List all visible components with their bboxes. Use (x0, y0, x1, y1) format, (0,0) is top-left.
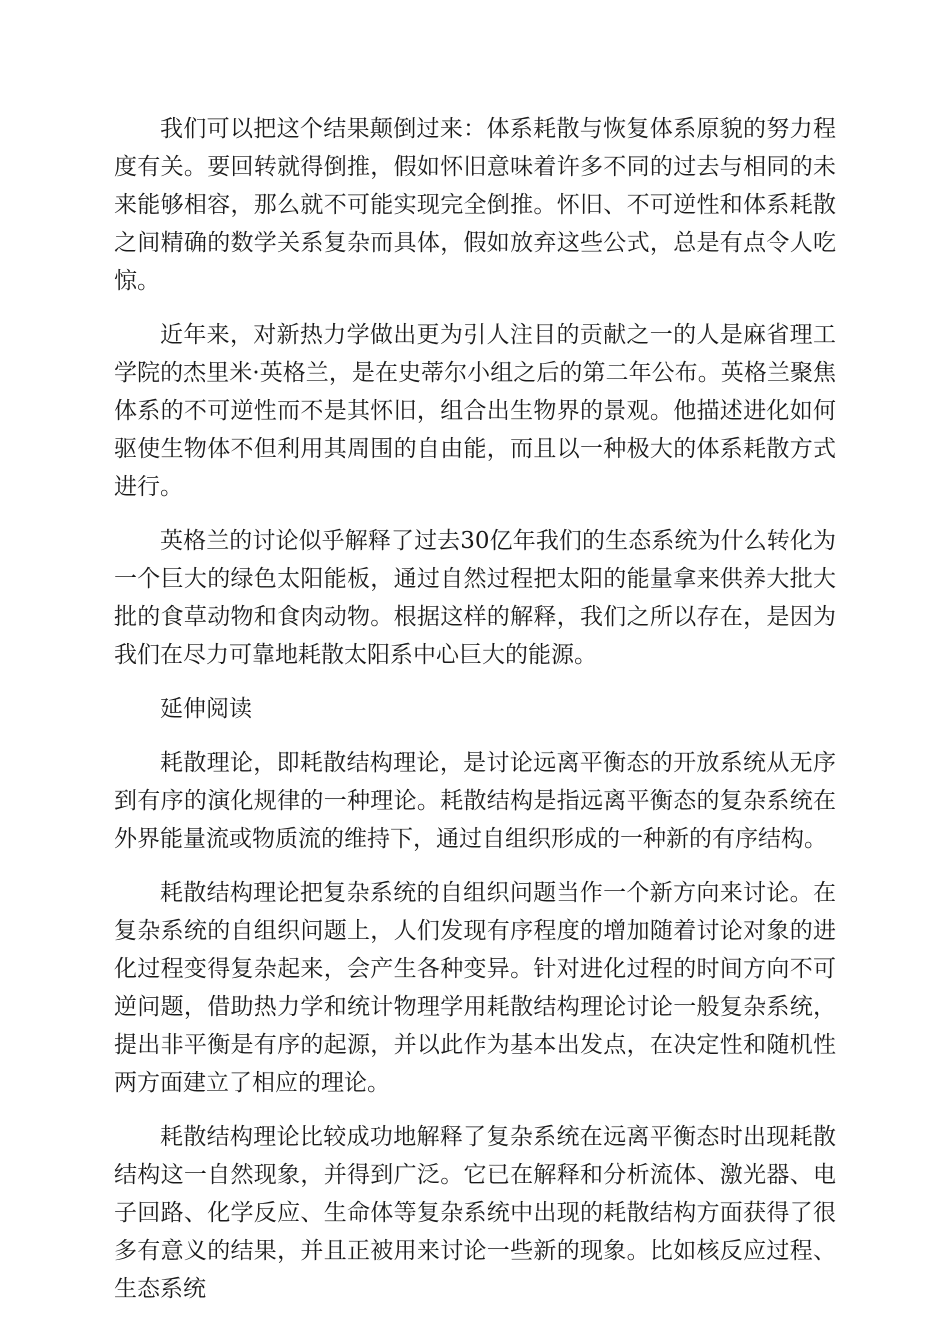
section-heading: 延伸阅读 (160, 696, 252, 722)
paragraph-4: 耗散理论，即耗散结构理论，是讨论远离平衡态的开放系统从无序到有序的演化规律的一种理论。耗散结构是指远离平衡态的复杂系统在外界能量流或物质流的维持下，通过自组织形成的一种新的有序结构。 (114, 750, 836, 852)
paragraph-5: 耗散结构理论把复杂系统的自组织问题当作一个新方向来讨论。在复杂系统的自组织问题上，人们发现有序程度的增加随着讨论对象的进化过程变得复杂起来，会产生各种变异。针对进化过程的时间方向不可逆问题，借助热力学和统计物理学用耗散结构理论讨论一般复杂系统，提出非平衡是有序的起源，并以此作为基本出发点，在决定性和随机性两方面建立了相应的理论。 (114, 880, 836, 1096)
paragraph-3: 英格兰的讨论似乎解释了过去30亿年我们的生态系统为什么转化为一个巨大的绿色太阳能板，通过自然过程把太阳的能量拿来供养大批大批的食草动物和食肉动物。根据这样的解释，我们之所以存在，是因为我们在尽力可靠地耗散太阳系中心巨大的能源。 (114, 528, 836, 668)
document-page (114, 110, 836, 1324)
paragraph-2: 近年来，对新热力学做出更为引人注目的贡献之一的人是麻省理工学院的杰里米·英格兰，是在史蒂尔小组之后的第二年公布。英格兰聚焦体系的不可逆性而不是其怀旧，组合出生物界的景观。他描述进化如何驱使生物体不但利用其周围的自由能，而且以一种极大的体系耗散方式进行。 (114, 322, 836, 500)
paragraph-1: 我们可以把这个结果颠倒过来：体系耗散与恢复体系原貌的努力程度有关。要回转就得倒推，假如怀旧意味着许多不同的过去与相同的未来能够相容，那么就不可能实现完全倒推。怀旧、不可逆性和体系耗散之间精确的数学关系复杂而具体，假如放弃这些公式，总是有点令人吃惊。 (114, 116, 836, 294)
paragraph-6: 耗散结构理论比较成功地解释了复杂系统在远离平衡态时出现耗散结构这一自然现象，并得到广泛。它已在解释和分析流体、激光器、电子回路、化学反应、生命体等复杂系统中出现的耗散结构方面获得了很多有意义的结果，并且正被用来讨论一些新的现象。比如核反应过程、生态系统 (114, 1124, 836, 1302)
